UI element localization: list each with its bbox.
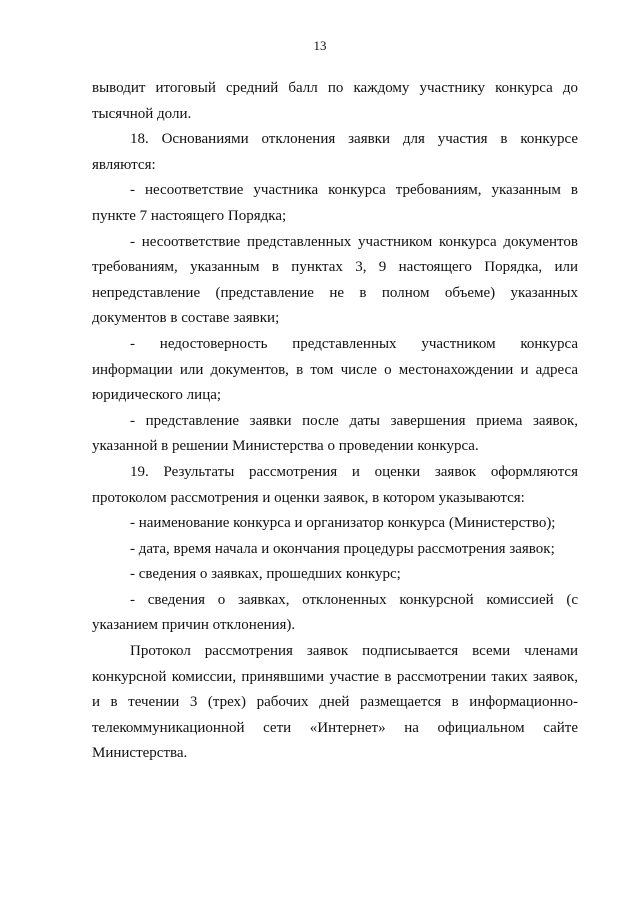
- paragraph-protocol: Протокол рассмотрения заявок подписывается всеми членами конкурсной комиссии, принявшими участие в рассмотрении таких заявок, и в течении 3 (трех) рабочих дней размещается в информационно-телекоммуникационной сети «Интернет» на официальном сайте Министерства.: [92, 643, 578, 762]
- list-item: - представление заявки после даты завершения приема заявок, указанной в решении Министерства о проведении конкурса.: [92, 412, 578, 455]
- list-item: - несоответствие представленных участником конкурса документов требованиям, указанным в пунктах 3, 9 настоящего Порядка, или непредставление (представление не в полном объеме) указанных документов в составе заявки;: [92, 233, 578, 327]
- list-item: - дата, время начала и окончания процедуры рассмотрения заявок;: [130, 540, 555, 557]
- list-item: - недостоверность представленных участником конкурса информации или документов, в том числе о местонахождении и адреса юридического лица;: [92, 335, 578, 404]
- paragraph-item-19: 19. Результаты рассмотрения и оценки заявок оформляются протоколом рассмотрения и оценки заявок, в котором указываются:: [92, 463, 578, 506]
- list-item: - наименование конкурса и организатор конкурса (Министерство);: [130, 515, 556, 532]
- paragraph-continuation: выводит итоговый средний балл по каждому участнику конкурса до тысячной доли.: [92, 80, 578, 122]
- list-item: - сведения о заявках, отклоненных конкурсной комиссией (с указанием причин отклонения).: [92, 591, 578, 634]
- list-item: - несоответствие участника конкурса требованиям, указанным в пункте 7 настоящего Порядка;: [92, 182, 578, 224]
- page-number: 13: [313, 38, 327, 53]
- paragraph-item-18: 18. Основаниями отклонения заявки для участия в конкурсе являются:: [92, 131, 578, 173]
- list-item: - сведения о заявках, прошедших конкурс;: [130, 566, 401, 583]
- document-body: [92, 76, 578, 767]
